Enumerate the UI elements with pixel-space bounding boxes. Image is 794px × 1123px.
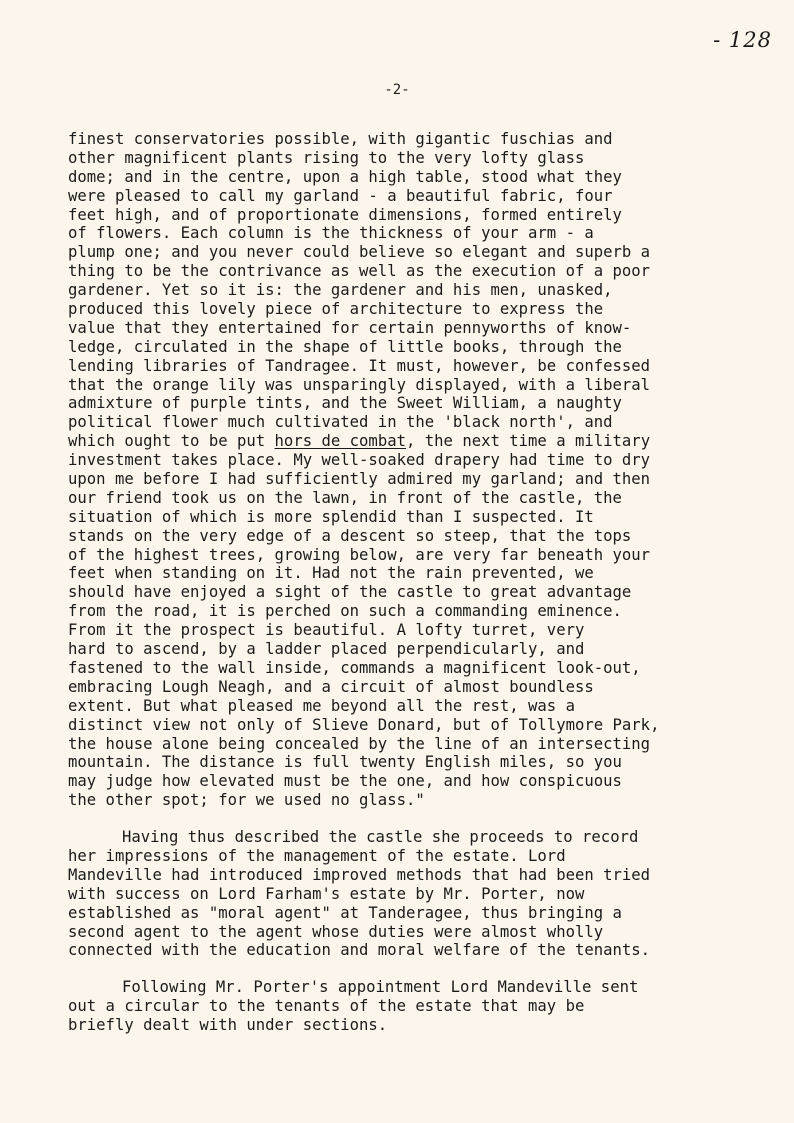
- text-line: with success on Lord Farham's estate by Mr. Porter, now: [68, 884, 585, 903]
- text-line: admixture of purple tints, and the Sweet William, a naughty: [68, 394, 622, 413]
- text-line: distinct view not only of Slieve Donard, but of Tollymore Park,: [68, 715, 660, 734]
- text-line: our friend took us on the lawn, in front of the castle, the: [68, 488, 622, 507]
- text-line: from the road, it is perched on such a commanding eminence.: [68, 602, 622, 621]
- text-line: her impressions of the management of the estate. Lord: [68, 846, 566, 865]
- text-line: out a circular to the tenants of the estate that may be: [68, 997, 585, 1016]
- text-line: feet when standing on it. Had not the rain prevented, we: [68, 564, 594, 583]
- text-line: produced this lovely piece of architecture to express the: [68, 300, 604, 319]
- text-line: thing to be the contrivance as well as the execution of a poor: [68, 262, 651, 281]
- text-line: of flowers. Each column is the thickness of your arm - a: [68, 224, 594, 243]
- text-line: ledge, circulated in the shape of little books, through the: [68, 337, 622, 356]
- folio-number: - 128: [713, 28, 772, 52]
- text-line: gardener. Yet so it is: the gardener and his men, unasked,: [68, 281, 613, 300]
- text-line: of the highest trees, growing below, are very far beneath your: [68, 545, 651, 564]
- text-segment: , the next time a military: [405, 432, 651, 451]
- text-line: Following Mr. Porter's appointment Lord Mandeville sent: [122, 978, 639, 997]
- text-line: were pleased to call my garland - a beautiful fabric, four: [68, 186, 613, 205]
- text-segment: which ought to be put: [68, 432, 275, 451]
- text-line: Mandeville had introduced improved methods that had been tried: [68, 865, 651, 884]
- text-line: value that they entertained for certain pennyworths of know-: [68, 318, 632, 337]
- text-line: the other spot; for we used no glass.": [68, 791, 425, 810]
- text-line: political flower much cultivated in the 'black north', and: [68, 413, 613, 432]
- text-line: briefly dealt with under sections.: [68, 1016, 388, 1035]
- text-line: Having thus described the castle she proceeds to record: [122, 828, 639, 847]
- page-number: -2-: [384, 82, 410, 98]
- text-line: plump one; and you never could believe so elegant and superb a: [68, 243, 651, 262]
- text-line: dome; and in the centre, upon a high table, stood what they: [68, 167, 622, 186]
- text-line: stands on the very edge of a descent so steep, that the tops: [68, 526, 632, 545]
- text-line: embracing Lough Neagh, and a circuit of almost boundless: [68, 677, 594, 696]
- text-line: should have enjoyed a sight of the castle to great advantage: [68, 583, 632, 602]
- paragraph: [68, 130, 778, 810]
- text-line: situation of which is more splendid than I suspected. It: [68, 507, 594, 526]
- text-line: that the orange lily was unsparingly displayed, with a liberal: [68, 375, 651, 394]
- text-line: From it the prospect is beautiful. A lofty turret, very: [68, 621, 585, 640]
- text-line: investment takes place. My well-soaked drapery had time to dry: [68, 451, 651, 470]
- body-text: [68, 130, 778, 1053]
- text-line: upon me before I had sufficiently admired my garland; and then: [68, 470, 651, 489]
- text-line: may judge how elevated must be the one, and how conspicuous: [68, 772, 622, 791]
- text-line: the house alone being concealed by the line of an intersecting: [68, 734, 651, 753]
- text-line: fastened to the wall inside, commands a magnificent look-out,: [68, 658, 641, 677]
- paragraph: [68, 828, 778, 960]
- text-line: hard to ascend, by a ladder placed perpendicularly, and: [68, 640, 585, 659]
- underlined-phrase: hors de combat: [274, 432, 406, 451]
- text-line: finest conservatories possible, with gigantic fuschias and: [68, 130, 613, 148]
- text-line: mountain. The distance is full twenty English miles, so you: [68, 753, 622, 772]
- text-line: other magnificent plants rising to the very lofty glass: [68, 148, 585, 167]
- text-line: second agent to the agent whose duties were almost wholly: [68, 922, 604, 941]
- text-line: lending libraries of Tandragee. It must, however, be confessed: [68, 356, 651, 375]
- text-line: extent. But what pleased me beyond all the rest, was a: [68, 696, 575, 715]
- text-line: feet high, and of proportionate dimensions, formed entirely: [68, 205, 622, 224]
- text-line: established as "moral agent" at Tanderagee, thus bringing a: [68, 903, 622, 922]
- paragraph: [68, 978, 778, 1035]
- text-line: [68, 432, 778, 451]
- text-line: connected with the education and moral welfare of the tenants.: [68, 941, 651, 960]
